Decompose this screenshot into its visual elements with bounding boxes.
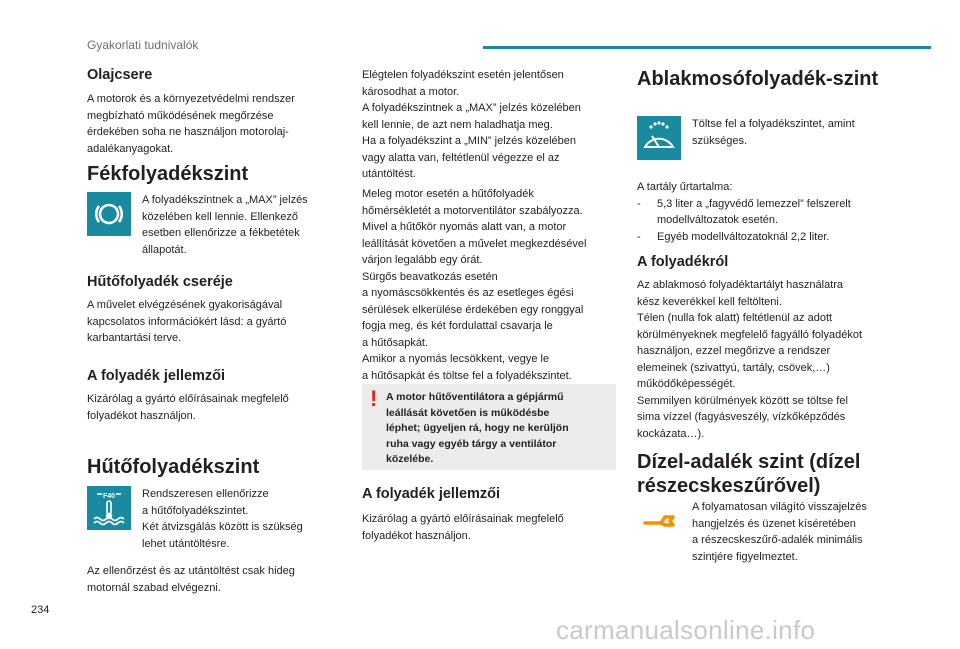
washer-fluid-icon [637, 116, 681, 160]
diesel-additive-text: A folyamatosan világító visszajelzés hangjelzés és üzenet kíséretében a részecskeszűrő-adalék minimális szintjére figyelmeztet. [692, 501, 867, 563]
fluid-spec-text: Kizárólag a gyártó előírásainak megfelelő folyadékot használjon. [87, 393, 289, 422]
hot-engine-text: Meleg motor esetén a hűtőfolyadék hőmérsékletét a motorventilátor szabályozza. Mivel a hűtőkör nyomás alatt van, a motor leállítását követően a művelet megkezdésével várjon legalább egy órát. Sürgős beavatkozás esetén a nyomáscsökkentés és az esetleges égési sérülések elkerülése érdekében egy ronggyal fogja meg, és két fordulattal csavarja le a hűtősapkát. Amikor a nyomás lecsökkent, vegye le a hűtősapkát és töltse fel a folyadékszintet. [362, 188, 587, 382]
wrench-icon [637, 499, 681, 543]
brake-fluid-text: A folyadékszintnek a „MAX” jelzés közelében kell lennie. Ellenkező esetben ellenőrizze a fékbetétek állapotát. [142, 194, 308, 256]
section-title: Gyakorlati tudnivalók [87, 38, 199, 52]
coolant-icon-label: F40 [102, 493, 116, 500]
coolant-change-heading: Hűtőfolyadék cseréje [87, 274, 233, 290]
washer-fluid-text: Töltse fel a folyadékszintet, amint szükséges. [692, 118, 855, 147]
coolant-temperature-icon [87, 486, 131, 530]
tank-capacity-intro: A tartály űrtartalma: [637, 181, 733, 193]
oil-change-heading: Olajcsere [87, 67, 153, 83]
warning-exclamation-icon: ! [370, 386, 378, 411]
watermark: carmanualsonline.info [556, 615, 816, 645]
fan-warning-box [362, 384, 616, 470]
fluid-spec-heading: A folyadék jellemzői [87, 368, 226, 384]
coolant-level-warning-text: Elégtelen folyadékszint esetén jelentősen károsodhat a motor. A folyadékszintnek a „MAX” jelzés közelében kell lennie, de azt nem haladhatja meg. Ha a folyadékszint a „MIN” jelzés közelében vagy alatta van, feltétlenül végezze el az utántöltést. [362, 69, 581, 180]
fluid-spec-text-2: Kizárólag a gyártó előírásainak megfelelő folyadékot használjon. [362, 513, 564, 542]
fan-warning-text: A motor hűtőventilátora a gépjármű leállását követően is működésbe léphet; ügyeljen rá, hogy ne kerüljön ruha vagy egyéb tárgy a ventilátor közelébe. [386, 391, 569, 465]
about-fluid-text: Az ablakmosó folyadéktartályt használatra kész keverékkel kell feltölteni. Télen (nulla fok alatt) feltétlenül az adott körülményeknek megfelelő fagyálló folyadékot használjon, ezzel megőrizve a rendszer elemeinek (szivattyú, tartály, csövek,…) működőképességét. Semmilyen körülmények között se töltse fel sima vízzel (fagyásveszély, vízkőképződés kockázata…). [637, 279, 863, 440]
coolant-level-heading: Hűtőfolyadékszint [87, 456, 260, 478]
coolant-check-text: Az ellenőrzést és az utántöltést csak hideg motornál szabad elvégezni. [87, 565, 295, 594]
brake-warning-icon [87, 192, 131, 236]
coolant-level-text: Rendszeresen ellenőrizze a hűtőfolyadékszintet. Két átvizsgálás között is szükség lehet utántöltésre. [142, 488, 303, 550]
brake-fluid-heading: Fékfolyadékszint [87, 163, 249, 185]
header-accent-bar [483, 46, 931, 49]
oil-change-text: A motorok és a környezetvédelmi rendszer megbízható működésének megőrzése érdekében soha ne használjon motorolaj- adalékanyagokat. [87, 93, 295, 155]
fluid-spec-heading-2: A folyadék jellemzői [362, 486, 501, 502]
tank-capacity-item: - Egyéb modellváltozatoknál 2,2 liter. [637, 230, 830, 243]
tank-capacity-item: - 5,3 liter a „fagyvédő lemezzel” felszerelt modellváltozatok esetén. [637, 197, 851, 226]
page-number: 234 [31, 604, 50, 616]
diesel-additive-heading: Dízel-adalék szint (dízel részecskeszűrővel) [637, 451, 861, 497]
washer-fluid-heading: Ablakmosófolyadék-szint [637, 68, 879, 90]
about-fluid-heading: A folyadékról [637, 254, 729, 270]
coolant-change-text: A művelet elvégzésének gyakoriságával kapcsolatos információkért lásd: a gyártó karbantartási terve. [87, 299, 287, 344]
